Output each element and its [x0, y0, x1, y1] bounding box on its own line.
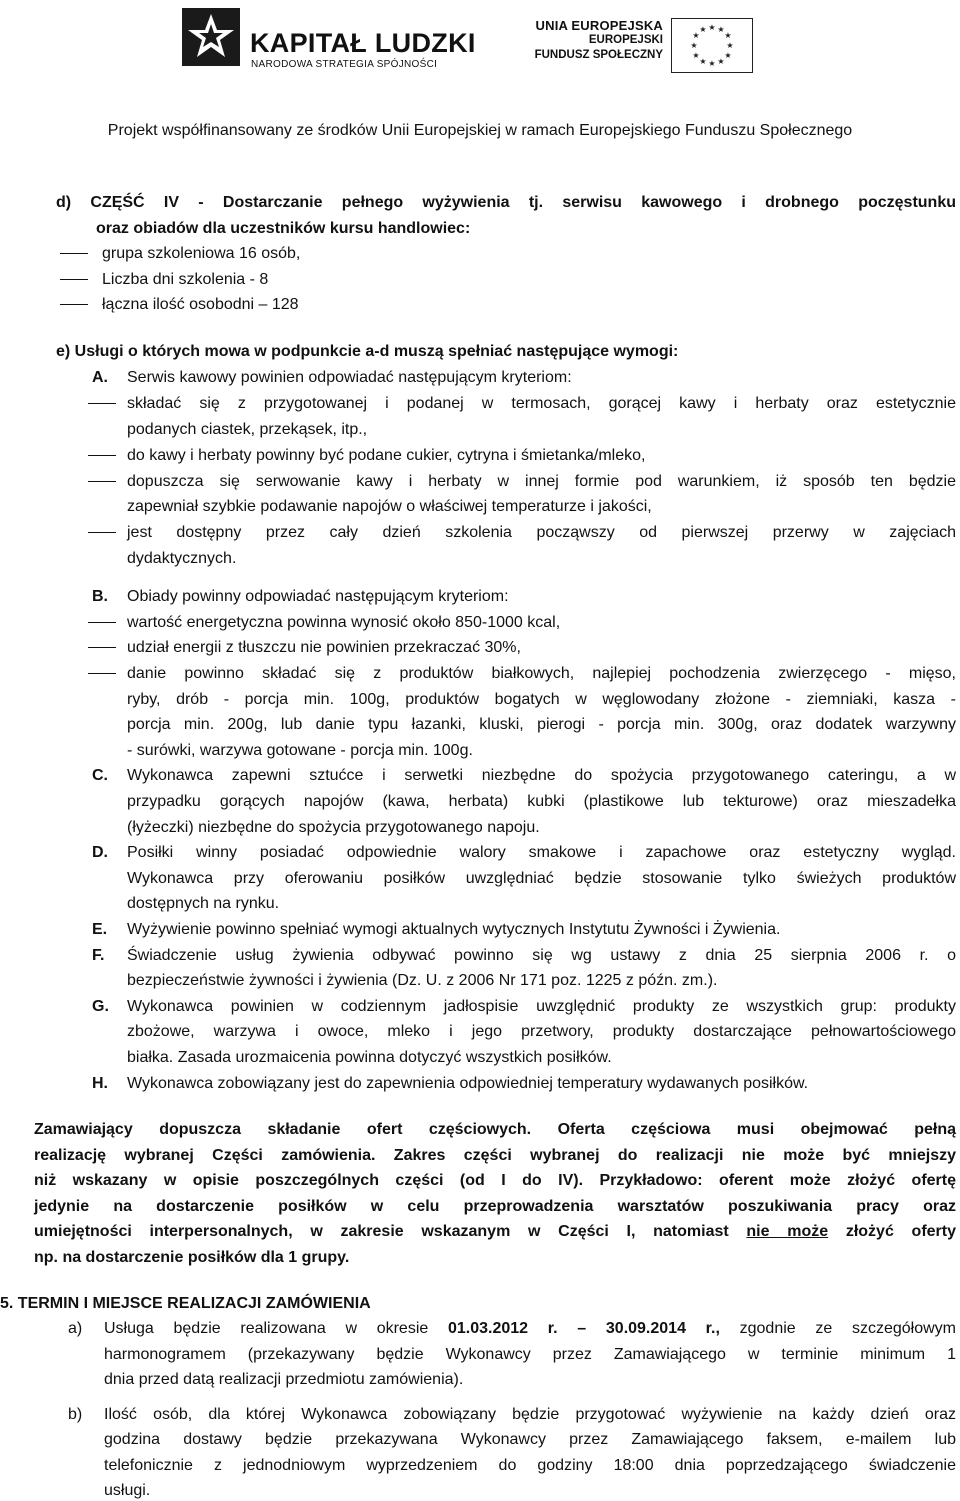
svg-text:★: ★ [717, 57, 725, 66]
dash-bullet [88, 481, 116, 482]
partial-offers-line [34, 1222, 956, 1242]
eu-flag-icon [671, 18, 753, 73]
section-a-line: jest dostępny przez cały dzień szkolenia począwszy od pierwszej przerwy w zajęciach [127, 524, 956, 541]
section-5a-line: dnia przed datą realizacji przedmiotu zamówienia). [104, 1371, 464, 1388]
dash-bullet [88, 403, 116, 404]
section-h-line: Wykonawca zobowiązany jest do zapewnienia odpowiedniej temperatury wydawanych posiłków. [127, 1075, 809, 1092]
section-d-line: Posiłki winny posiadać odpowiednie walory smakowe i zapachowe oraz estetyczny wygląd. [127, 844, 956, 861]
logo-left-title: KAPITAŁ LUDZKI [250, 28, 476, 58]
eu-logo-line1: UNIA EUROPEJSKA [535, 18, 663, 33]
svg-text:★: ★ [726, 41, 734, 50]
svg-text:★: ★ [708, 59, 716, 68]
item-label: b) [68, 1406, 83, 1423]
section-a-line: do kawy i herbaty powinny być podane cukier, cytryna i śmietanka/mleko, [127, 447, 646, 464]
partial-offers-line: np. na dostarczenie posiłków dla 1 grupy. [34, 1249, 350, 1266]
section-a-line: podanych ciastek, przekąsek, itp., [127, 421, 368, 438]
section-letter: C. [92, 767, 108, 784]
date-to: 30.09.2014 r., [605, 1320, 720, 1337]
section-5-title: 5. TERMIN I MIEJSCE REALIZACJI ZAMÓWIENIA [0, 1295, 371, 1312]
cofinance-note: Projekt współfinansowany ze środków Unii Europejskiej w ramach Europejskiego Funduszu Społecznego [107, 122, 853, 139]
date-from: 01.03.2012 r. [448, 1320, 558, 1337]
section-b-intro: Obiady powinny odpowiadać następującym kryteriom: [127, 588, 509, 605]
section-e-line: Wyżywienie powinno spełniać wymogi aktualnych wytycznych Instytutu Żywności i Żywienia. [127, 921, 781, 938]
svg-text:★: ★ [692, 31, 700, 40]
dash-bullet [88, 455, 116, 456]
dash-bullet [60, 304, 88, 305]
section-5b-line: godzina dostawy będzie przekazywana Wykonawcy przez Zamawiającego faksem, e-mailem lub [104, 1431, 956, 1448]
section-5a-line: harmonogramem (przekazywany będzie Wykonawcy przez Zamawiającego w terminie minimum 1 [104, 1346, 956, 1363]
dash-bullet [60, 253, 88, 254]
section-b-line: danie powinno składać się z produktów białkowych, najlepiej pochodzenia zwierzęcego - mięso, [127, 665, 956, 682]
part-d-line2: oraz obiadów dla uczestników kursu handlowiec: [96, 220, 471, 237]
eu-logo-line2: EUROPEJSKI [588, 34, 663, 46]
eu-logo-line3: FUNDUSZ SPOŁECZNY [534, 49, 663, 61]
section-f-line: Świadczenie usług żywienia odbywać powinno się wg ustawy z dnia 25 sierpnia 2006 r. o [127, 947, 956, 964]
section-a-intro: Serwis kawowy powinien odpowiadać następującym kryteriom: [127, 369, 572, 386]
section-d-line: dostępnych na rynku. [127, 895, 280, 912]
svg-text:★: ★ [724, 31, 732, 40]
partial-offers-line: realizację wybranej Części zamówienia. Zakres części wybranej do realizacji nie może być mniejszy [34, 1147, 956, 1164]
section-g-line: Wykonawca powinien w codziennym jadłospisie uwzględnić produkty ze wszystkich grup: produkty [127, 998, 956, 1015]
section-letter: B. [92, 588, 108, 605]
svg-text:★: ★ [699, 57, 707, 66]
section-g-line: zbożowe, warzywa i owoce, mleko i jego przetwory, produkty dostarczające pełnowartościowego [127, 1023, 956, 1040]
section-letter: A. [92, 369, 108, 386]
kapital-ludzki-star-icon [182, 8, 240, 66]
date-dash: – [557, 1320, 606, 1337]
dash-bullet [60, 279, 88, 280]
section-5b-line: Ilość osób, dla której Wykonawca zobowiązany będzie przygotować wyżywienie na każdy dzień oraz [104, 1406, 956, 1423]
section-letter: D. [92, 844, 108, 861]
section-c-line: (łyżeczki) niezbędne do spożycia przygotowanego napoju. [127, 819, 540, 836]
section-5a-line [104, 1319, 956, 1339]
partial-offers-line: Zamawiający dopuszcza składanie ofert częściowych. Oferta częściowa musi obejmować pełną [34, 1121, 956, 1138]
kapital-ludzki-logo [182, 8, 476, 72]
part-e-title: e) Usługi o których mowa w podpunkcie a-d muszą spełniać następujące wymogi: [56, 343, 679, 360]
section-a-line: dydaktycznych. [127, 550, 237, 567]
svg-text:★: ★ [724, 51, 732, 60]
section-b-line: porcja min. 200g, lub danie typu łazanki, kluski, pierogi - porcja min. 300g, oraz dodatek warzywny [127, 716, 956, 733]
partial-offers-line: jedynie na dostarczenie posiłków w celu przeprowadzenia warsztatów poszukiwania pracy oraz [34, 1198, 956, 1215]
eu-logo [533, 18, 773, 70]
dash-bullet [88, 532, 116, 533]
section-letter: E. [92, 921, 108, 938]
dash-bullet [88, 622, 116, 623]
section-5b-line: telefonicznie z jednodniowym wyprzedzeniem do godziny 18:00 dnia poprzedzającego świadczenie [104, 1457, 956, 1474]
eu-logo-text [535, 18, 663, 63]
section-a-line: składać się z przygotowanej i podanej w termosach, gorącej kawy i herbaty oraz estetycznie [127, 395, 956, 412]
part-d-item: grupa szkoleniowa 16 osób, [102, 245, 301, 262]
part-d-item: łączna ilość osobodni – 128 [102, 296, 299, 313]
section-a-line: zapewniał szybkie podawanie napojów o właściwej temperaturze i jakości, [127, 498, 652, 515]
partial-offers-line: niż wskazany w opisie poszczególnych części (od I do IV). Przykładowo: oferent może złożyć ofertę [34, 1172, 956, 1189]
part-d-line1: d) CZĘŚĆ IV - Dostarczanie pełnego wyżywienia tj. serwisu kawowego i drobnego poczęstunku [56, 194, 956, 211]
part-d-item: Liczba dni szkolenia - 8 [102, 271, 269, 288]
section-b-line: udział energii z tłuszczu nie powinien przekraczać 30%, [127, 639, 521, 656]
partial-offers-text: złożyć oferty [828, 1223, 956, 1240]
svg-text:★: ★ [717, 25, 725, 34]
svg-text:★: ★ [690, 41, 698, 50]
section-5a-text: Usługa będzie realizowana w okresie [104, 1320, 448, 1337]
section-letter: G. [92, 998, 109, 1015]
section-5a-text: zgodnie ze szczegółowym [719, 1320, 957, 1337]
section-b-line: wartość energetyczna powinna wynosić około 850-1000 kcal, [127, 614, 561, 631]
section-letter: F. [92, 947, 105, 964]
section-g-line: białka. Zasada urozmaicenia powinna dotyczyć wszystkich posiłków. [127, 1049, 612, 1066]
section-c-line: przypadku gorących napojów (kawa, herbata) kubki (plastikowe lub tekturowe) oraz mieszadełka [127, 793, 956, 810]
svg-text:★: ★ [699, 25, 707, 34]
section-letter: H. [92, 1075, 108, 1092]
section-f-line: bezpieczeństwie żywności i żywienia (Dz. U. z 2006 Nr 171 poz. 1225 z późn. zm.). [127, 972, 718, 989]
section-d-line: Wykonawca przy oferowaniu posiłków uwzględniać będzie stosowanie tylko świeżych produktów [127, 870, 956, 887]
section-b-line: - surówki, warzywa gotowane - porcja min. 100g. [127, 742, 473, 759]
dash-bullet [88, 673, 116, 674]
dash-bullet [88, 647, 116, 648]
partial-offers-underlined: nie może [746, 1223, 829, 1240]
section-b-line: ryby, drób - porcja min. 100g, produktów bogatych w węglowodany złożone - ziemniaki, kasza - [127, 691, 956, 708]
partial-offers-text: umiejętności interpersonalnych, w zakresie wskazanym w Części I, natomiast [34, 1223, 747, 1240]
svg-text:★: ★ [708, 23, 716, 32]
section-c-line: Wykonawca zapewni sztućce i serwetki niezbędne do spożycia przygotowanego cateringu, a w [127, 767, 956, 784]
logo-left-subtitle: NARODOWA STRATEGIA SPÓJNOŚCI [251, 59, 438, 70]
item-label: a) [68, 1320, 83, 1337]
svg-text:★: ★ [692, 51, 700, 60]
section-a-line: dopuszcza się serwowanie kawy i herbaty w innej formie pod warunkiem, iż sposób ten będzie [127, 473, 956, 490]
section-5b-line: usługi. [104, 1482, 151, 1499]
